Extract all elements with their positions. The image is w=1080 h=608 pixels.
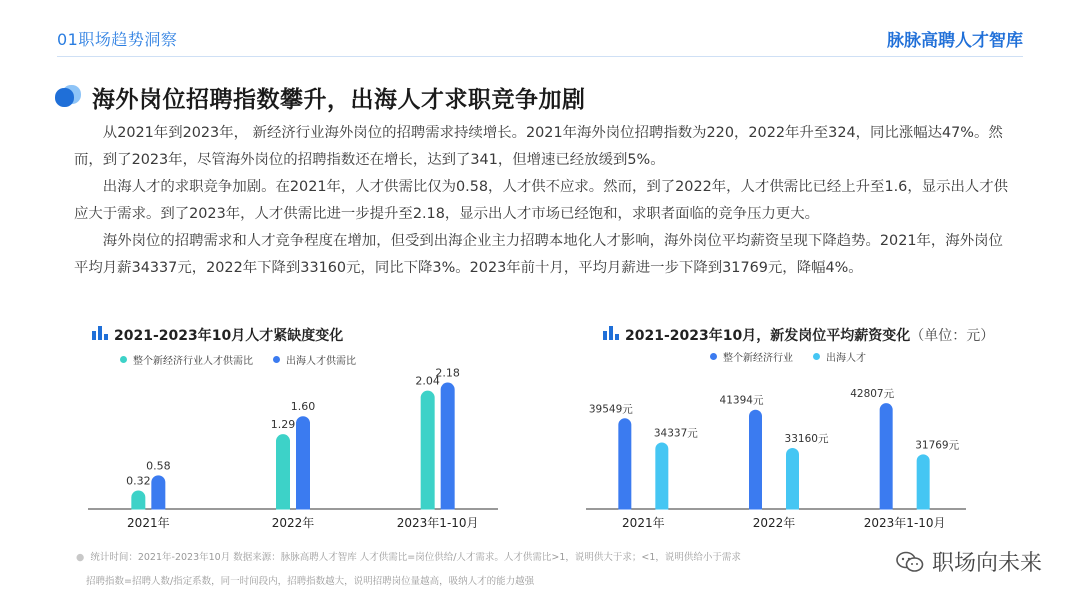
chart-2-title	[625, 325, 994, 345]
wechat-icon	[896, 551, 924, 573]
data-label: 41394元	[719, 394, 764, 407]
header-section-label: 01职场趋势洞察	[57, 30, 178, 49]
legend-label: 整个新经济行业人才供需比	[133, 356, 253, 367]
legend-item	[273, 352, 356, 367]
footnote-definition: 招聘指数=招聘人数/指定系数，同一时间段内，招聘指数越大，说明招聘岗位量越高，吸纳人才的能力越强	[86, 576, 535, 587]
legend-label: 整个新经济行业	[723, 353, 793, 364]
chart-2-plot	[578, 355, 970, 535]
data-label: 31769元	[915, 439, 960, 452]
paragraph: 海外岗位的招聘需求和人才竞争程度在增加，但受到出海企业主力招聘本地化人才影响，海外岗位平均薪资呈现下降趋势。2021年，海外岗位平均月薪34337元，2022年下降到33160元，同比下降3%。2023年前十月，平均月薪进一步下降到31769元，降幅4%。	[74, 233, 1003, 276]
x-tick-label: 2023年1-10月	[396, 516, 479, 530]
watermark	[896, 546, 1042, 577]
footnote-source	[76, 549, 741, 563]
bar	[749, 410, 762, 516]
bar	[786, 448, 799, 516]
data-label: 0.32	[126, 474, 151, 488]
bar	[917, 454, 930, 515]
bar	[441, 383, 455, 516]
x-tick-label: 2022年	[271, 516, 315, 530]
chart-2-unit: （单位：元）	[910, 328, 995, 344]
legend-label: 出海人才	[826, 353, 866, 364]
brand-name: 脉脉高聘人才智库	[887, 31, 1023, 51]
bar-chart-icon	[92, 326, 108, 340]
data-label: 1.29	[270, 418, 296, 432]
data-label: 42807元	[850, 388, 895, 401]
chart-1-plot	[76, 366, 510, 535]
x-tick-label: 2021年	[127, 516, 170, 530]
paragraph: 从2021年到2023年， 新经济行业海外岗位的招聘需求持续增长。2021年海外岗位招聘指数为220，2022年升至324，同比涨幅达47%。然而，到了2023年，尽管海外岗位的招聘指数还在增长，达到了341，但增速已经放缓到5%。	[74, 125, 1003, 168]
bar	[276, 434, 290, 516]
x-tick-label: 2023年1-10月	[863, 516, 946, 530]
x-tick-label: 2022年	[752, 516, 796, 530]
chart-1-legend	[120, 352, 356, 367]
data-label: 0.58	[146, 459, 171, 473]
footnote-text: 统计时间：2021年-2023年10月 数据来源：脉脉高聘人才智库 人才供需比=岗位供给/人才需求。人才供需比>1，说明供大于求；<1，说明供给小于需求	[90, 552, 741, 563]
body-text	[74, 120, 1010, 282]
data-label: 1.60	[290, 400, 316, 414]
paragraph: 出海人才的求职竞争加剧。在2021年，人才供需比仅为0.58，人才供不应求。然而，到了2022年，人才供需比已经上升至1.6，显示出人才供应大于需求。到了2023年，人才供需比进一步提升至2.18，显示出人才市场已经饱和，求职者面临的竞争压力更大。	[74, 179, 1009, 222]
bar	[618, 418, 631, 515]
data-label: 2.04	[415, 374, 440, 388]
chart-2-title-text: 2021-2023年10月，新发岗位平均薪资变化	[625, 328, 911, 344]
data-label: 2.18	[435, 366, 460, 380]
watermark-text: 职场向未来	[931, 551, 1042, 576]
bar	[880, 403, 893, 515]
legend-label: 出海人才供需比	[286, 356, 356, 367]
data-label: 33160元	[784, 432, 829, 445]
title-bullet-icon	[55, 85, 81, 107]
bar	[655, 442, 668, 515]
legend-item	[120, 352, 253, 367]
x-tick-label: 2021年	[622, 516, 665, 530]
data-label: 39549元	[588, 403, 633, 416]
bar	[421, 391, 435, 516]
footnote-bullet: ●	[76, 552, 85, 563]
page-title: 海外岗位招聘指数攀升，出海人才求职竞争加剧	[92, 87, 586, 113]
bar	[296, 416, 310, 516]
bar-chart-icon	[603, 326, 619, 340]
header-divider	[57, 56, 1023, 57]
data-label: 34337元	[653, 427, 698, 440]
chart-1-title: 2021-2023年10月人才紧缺度变化	[114, 328, 344, 344]
